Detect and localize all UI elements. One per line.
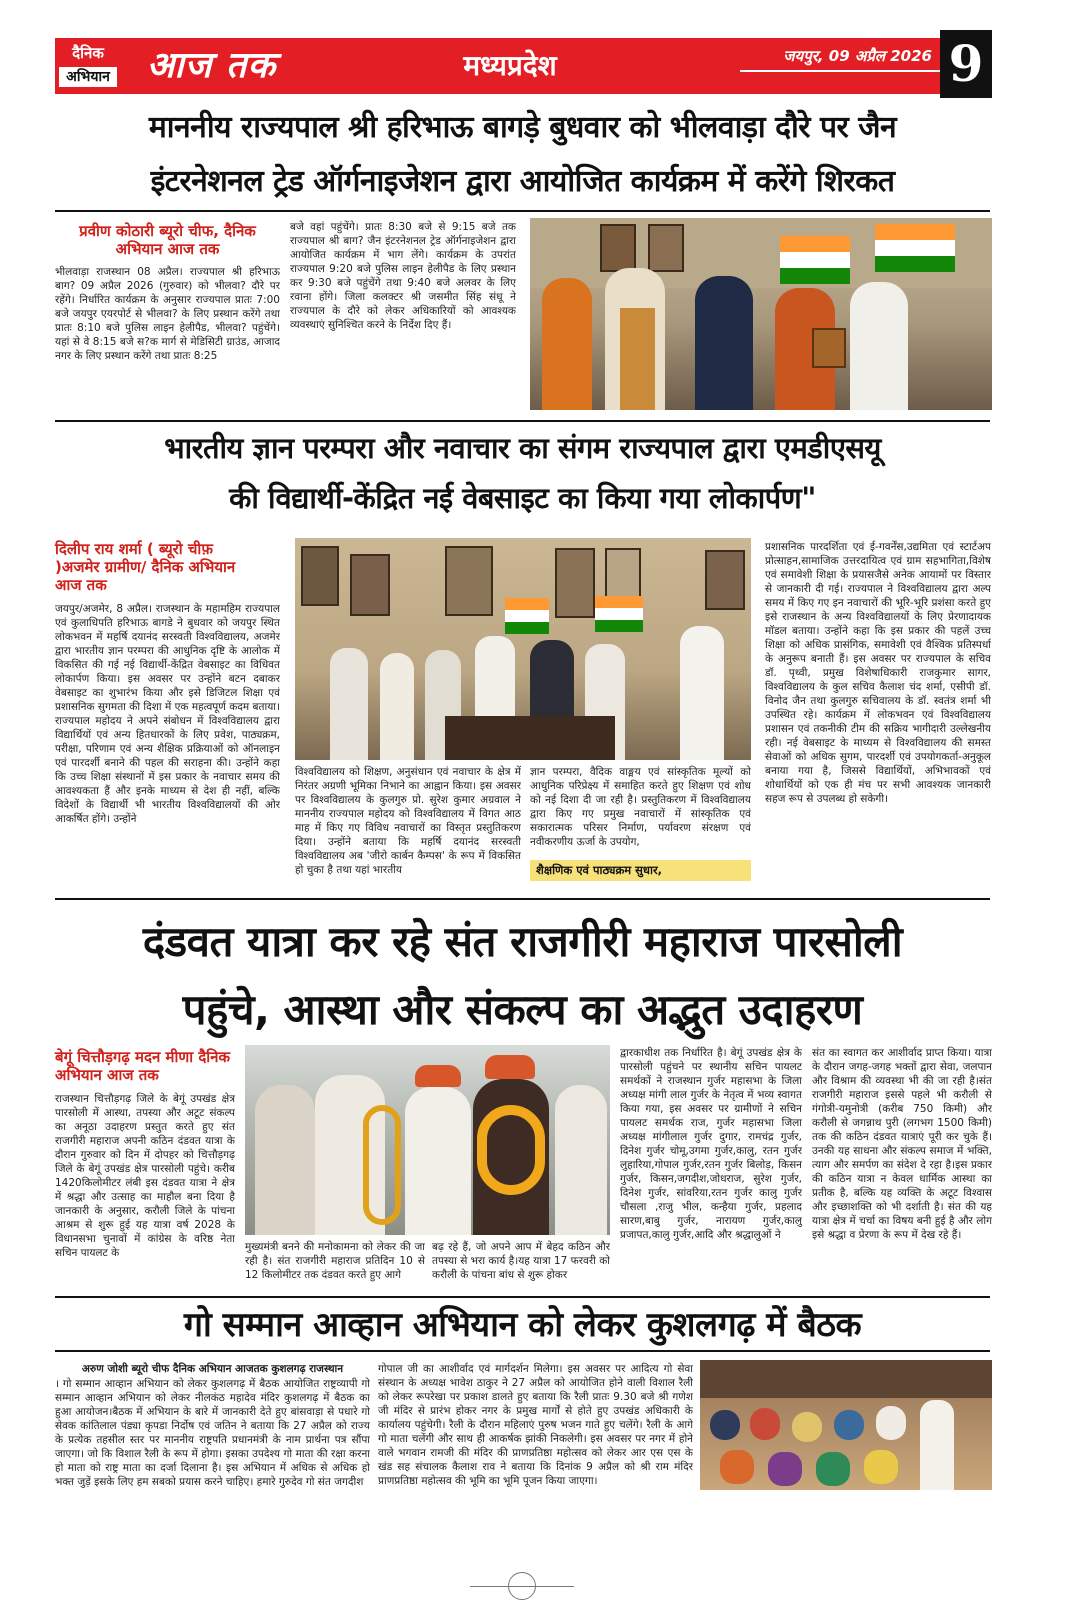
story4-headline: गो सम्मान आव्हान अभियान को लेकर कुशलगढ़ में बैठक xyxy=(183,1305,862,1345)
brand-logo: आज तक xyxy=(146,45,277,86)
story2-column-1: जयपुर/अजमेर, 8 अप्रैल। राजस्थान के महामहिम राज्यपाल एवं कुलाधिपति हरिभाऊ बागडे ने बुधवार को जयपुर स्थित लोकभवन में महर्षि दयानंद सरस्वती विश्वविद्यालय, अजमेर द्वारा भारतीय ज्ञान परम्परा की आधुनिक दृष्टि के आलोक में विकसित की गई नई विद्यार्थी-केंद्रित वेबसाइट का विधिवत लोकार्पण किया। इस अवसर पर उन्होंने बटन दबाकर वेबसाइट का शुभारंभ किया और इसे डिजिटल शिक्षा एवं प्रशासनिक सुगमता की दिशा में एक महत्वपूर्ण कदम बताया। राज्यपाल महोदय ने अपने संबोधन में विश्वविद्यालय द्वारा विद्यार्थियों एवं अन्य हितधारकों के लिए प्रवेश, पाठ्यक्रम, परीक्षा, परिणाम एवं अन्य शैक्षिक प्रक्रियाओं को ऑनलाइन एवं पारदर्शी बनाने की पहल की सराहना की। उन्होंने कहा कि उच्च शिक्षा संस्थानों में इस प्रकार के नवाचार समय की आवश्यकता हैं और इनके माध्यम से देश ही नहीं, बल्कि विदेशों के विद्यार्थी भी भारतीय विश्वविद्यालयों की ओर आकर्षित होंगे। उन्होंने xyxy=(55,603,280,825)
crop-mark-line xyxy=(470,1586,574,1587)
story3-photo xyxy=(245,1045,610,1235)
story3-headline-line2: पहुंचे, आस्था और संकल्प का अद्भुत उदाहरण xyxy=(182,985,863,1034)
story4-byline: अरुण जोशी ब्यूरो चीफ दैनिक अभियान आजतक कुशलगढ़ राजस्थान xyxy=(81,1363,344,1375)
story1-column-1: भीलवाड़ा राजस्थान 08 अप्रैल। राज्यपाल श्री हरिभाऊ बाग? 09 अप्रैल 2026 (गुरुवार) को भीलवा? दौरे पर रहेंगे। निर्धारित कार्यक्रम के अनुसार राज्यपाल प्रातः 7:00 बजे जयपुर एयरपोर्ट से भीलवा? के लिए प्रस्थान करेंगे तथा प्रातः 8:10 बजे पुलिस लाइन हेलीपैड, भीलवा? पहुंचेंगे। यहां से वे 8:15 बजे स?क मार्ग से मेडिसिटी ग्राउंड, आजाद नगर के लिए प्रस्थान करेंगे तथा प्रातः 8:25 xyxy=(55,266,280,362)
story3-column-1: राजस्थान चित्तौड़गढ़ जिले के बेगूं उपखंड क्षेत्र पारसोली में आस्था, तपस्या और अटूट संकल्प का अनूठा उदाहरण प्रस्तुत करते हुए संत राजगीरी महाराज अपनी कठिन दंडवत यात्रा के दौरान गुरुवार को दिन में दोपहर को चित्तौड़गढ़ जिले के बेगूं उपखंड क्षेत्र पारसोली पहुंचे। करीब 1420किलोमीटर लंबी इस दंडवत यात्रा ने क्षेत्र में श्रद्धा और उत्साह का माहौल बना दिया है जानकारी के अनुसार, करौली जिले के पांचना आश्रम से शुरू हुई यह यात्रा वर्ष 2028 के विधानसभा चुनावों में कांग्रेस के वरिष्ठ नेता सचिन पायलट के xyxy=(55,1093,235,1259)
brand-small-line2: अभियान xyxy=(59,67,117,87)
story1-byline: प्रवीण कोठारी ब्यूरो चीफ, दैनिक अभियान आज तक xyxy=(79,222,256,258)
story2-headline-line2: की विद्यार्थी-केंद्रित नई वेबसाइट का किया गया लोकार्पण" xyxy=(229,481,816,515)
story2-headline-line1: भारतीय ज्ञान परम्परा और नवाचार का संगम राज्यपाल द्वारा एमडीएसयू xyxy=(164,431,881,465)
story3-column-5: संत का स्वागत कर आशीर्वाद प्राप्त किया। यात्रा के दौरान जगह-जगह भक्तों द्वारा सेवा, जलपान और विश्राम की व्यवस्था भी की जा रही है।संत राजगीरी महाराज इससे पहले भी करौली से गंगोत्री-यमुनोत्री (करीब 750 किमी) और करौली से जगन्नाथ पुरी (लगभग 1500 किमी) तक की कठिन दंडवत यात्राएं पूरी कर चुके हैं। उनकी यह साधना और संकल्प समाज में भक्ति, त्याग और समर्पण का संदेश दे रहा है।इस प्रकार की कठिन यात्रा न केवल धार्मिक आस्था का प्रतीक है, बल्कि यह व्यक्ति के अटूट विश्वास और इच्छाशक्ति को भी दर्शाती है। संत की यह यात्रा क्षेत्र में चर्चा का विषय बनी हुई है और लोग इसे श्रद्धा व प्रेरणा के रूप में देख रहे हैं। xyxy=(812,1047,992,1241)
story2-column-2: विश्वविद्यालय को शिक्षण, अनुसंधान एवं नवाचार के क्षेत्र में निरंतर अग्रणी भूमिका निभाने का आह्वान किया। इस अवसर पर विश्वविद्यालय के कुलगुरु प्रो. सुरेश कुमार अग्रवाल ने माननीय राज्यपाल महोदय को विश्वविद्यालय में विगत आठ माह में किए गए विविध नवाचारों का विस्तृत प्रस्तुतिकरण दिया। उन्होंने बताया कि महर्षि दयानंद सरस्वती विश्वविद्यालय अब 'जीरो कार्बन कैम्पस' के रूप में विकसित हो चुका है तथा यहां भारतीय xyxy=(295,766,521,876)
brand-small-logo xyxy=(55,38,121,94)
story2-subhead-tag: शैक्षणिक एवं पाठ्यक्रम सुधार, xyxy=(530,860,751,881)
story1-column-2: बजे वहां पहुंचेंगे। प्रातः 8:30 बजे से 9:15 बजे तक राज्यपाल श्री बाग? जैन इंटरनेशनल ट्रेड ऑर्गनाइजेशन द्वारा आयोजित कार्यक्रम में भाग लेंगे। कार्यक्रम के उपरांत राज्यपाल 9:20 बजे पुलिस लाइन हेलीपैड के लिए प्रस्थान कर 9:30 बजे पहुंचेंगे तथा 9:40 बजे अलवर के लिए रवाना होंगे। जिला कलक्टर श्री जसमीत सिंह संधू ने राज्यपाल के दौरे को लेकर अधिकारियों को आवश्यक व्यवस्थाएं सुनिश्चित करने के निर्देश दिए हैं। xyxy=(290,221,516,331)
story4-column-1: । गो सम्मान आव्हान अभियान को लेकर कुशलगढ़ में बैठक आयोजित राष्ट्रव्यापी गो सम्मान आव्हान अभियान को लेकर नीलकंठ महादेव मंदिर कुशलगढ़ में बैठक का हुआ आयोजन।बैठक में अभियान के बारे में जानकारी देते हुए बांसवाड़ा से पधारे गो सेवक कांतिलाल पंड्या कृपडा निर्दोष एवं जतिन ने बताया कि 27 अप्रैल को राज्य के प्रत्येक तहसील स्तर पर माननीय राष्ट्रपति प्रधानमंत्री के नाम प्रार्थना पत्र सौंपा जाएगा। जो कि विशाल रैली के रूप में होगा। इसका उपदेश्य गो माता की रक्षा करना हो माता को राष्ट्र माता का दर्जा दिलाना है। इस अभियान में अधिक से अधिक हो भक्त जुड़ें इसके लिए हम सबको प्रयास करने चाहिए। हमारे गुरुदेव गो संत जगदीश xyxy=(55,1378,370,1488)
divider xyxy=(55,210,990,212)
story2-column-3: ज्ञान परम्परा, वैदिक वाङ्मय एवं सांस्कृतिक मूल्यों को आधुनिक परिप्रेक्ष्य में समाहित करते हुए शिक्षण एवं शोध को नई दिशा दी जा रही है। प्रस्तुतिकरण में विश्वविद्यालय द्वारा किए गए प्रमुख नवाचारों में सांस्कृतिक एवं सकारात्मक परिसर निर्माण, पर्यावरण संरक्षण एवं नवीकरणीय ऊर्जा के उपयोग, xyxy=(530,766,751,848)
story3-column-4: द्वारकाधीश तक निर्धारित है। बेगूं उपखंड क्षेत्र के पारसोली पहुंचने पर स्थानीय सचिन पायलट समर्थकों ने राजस्थान गुर्जर महासभा के जिला अध्यक्ष मांगी लाल गुर्जर के नेतृत्व में भव्य स्वागत किया गया, इस अवसर पर ग्रामीणों ने सचिन पायलट समर्थक राज, गुर्जर महासभा जिला अध्यक्ष मांगीलाल गुर्जर दुगार, रामचंद्र गुर्जर, दिनेश गुर्जर चोमू,उगमा गुर्जर,कालु, रतन गुर्जर लुहारिया,गोपाल गुर्जर,रतन गुर्जर बिलोड़, किसन गुर्जर, किसन,जगदीश,जोधराज, सुरेश गुर्जर, दिनेश गुर्जर, सांवरिया,रतन गुर्जर कालु गुर्जर चौसला ,राजु भील, कन्हैया गुर्जर, प्रहलाद सारण,बाबु गुर्जर, नारायण गुर्जर,कालु प्रजापत,कालु गुर्जर,आदि और श्रद्धालुओं ने xyxy=(620,1047,802,1241)
brand-small-line1: दैनिक xyxy=(72,44,104,62)
story3-column-2: मुख्यमंत्री बनने की मनोकामना को लेकर की जा रही है। संत राजगीरी महाराज प्रतिदिन 10 से 12 किलोमीटर तक दंडवत करते हुए आगे xyxy=(245,1241,425,1281)
story2-photo xyxy=(295,538,751,760)
story2-column-4: प्रशासनिक पारदर्शिता एवं ई-गवर्नेंस,उद्यमिता एवं स्टार्टअप प्रोत्साहन,सामाजिक उत्तरदायित्व एवं ग्राम सहभागिता,विशेष एवं समावेशी शिक्षा के प्रयासजैसे अनेक आयामों पर विस्तार से जानकारी दी गई। राज्यपाल ने विश्वविद्यालय द्वारा अल्प समय में किए गए इन नवाचारों की भूरि-भूरि प्रशंसा करते हुए इसे राजस्थान के अन्य विश्वविद्यालयों के लिए प्रेरणादायक मॉडल बताया। उन्होंने कहा कि इस प्रकार की पहलें उच्च शिक्षा को अधिक प्रासंगिक, समावेशी एवं वैश्विक प्रतिस्पर्धा के अनुरूप बनाती हैं। इस अवसर पर राज्यपाल के सचिव डॉ. पृथ्वी, प्रमुख विशेषाधिकारी राजकुमार सागर, विश्वविद्यालय के कुल सचिव कैलाश चंद शर्मा, एसीपी डॉ. विनोद जैन तथा कुलगुरु सचिवालय के डॉ. स्वतंत्र शर्मा भी उपस्थित रहे। कार्यक्रम में लोकभवन एवं विश्वविद्यालय प्रशासन एवं तकनीकी टीम की सक्रिय भागीदारी उल्लेखनीय रही। नई वेबसाइट के माध्यम से विश्वविद्यालय की समस्त सेवाओं को अधिक सुगम, पारदर्शी एवं उपयोगकर्ता-अनुकूल बनाया गया है, जिससे विद्यार्थियों, अभिभावकों एवं शोधार्थियों को एक ही मंच पर सभी आवश्यक जानकारी सहज रूप से उपलब्ध हो सकेगी। xyxy=(765,541,991,805)
story1-photo xyxy=(530,218,992,410)
story4-photo xyxy=(700,1360,992,1490)
page-number: 9 xyxy=(940,30,992,98)
dateline: जयपुर, 09 अप्रैल 2026 xyxy=(783,47,932,65)
dateline-underline xyxy=(740,70,940,72)
story3-headline-line1: दंडवत यात्रा कर रहे संत राजगीरी महाराज पारसोली xyxy=(142,917,903,966)
divider xyxy=(55,420,990,422)
story3-column-3: बढ़ रहे हैं, जो अपने आप में बेहद कठिन और तपस्या से भरा कार्य है।यह यात्रा 17 फरवरी को करौली के पांचना बांध से शुरू होकर xyxy=(432,1241,610,1281)
story1-headline-line1: माननीय राज्यपाल श्री हरिभाऊ बागड़े बुधवार को भीलवाड़ा दौरे पर जैन xyxy=(148,110,897,145)
story3-byline: बेगूं चित्तौड़गढ़ मदन मीणा दैनिक अभियान आज तक xyxy=(55,1048,231,1084)
story1-headline-line2: इंटरनेशनल ट्रेड ऑर्गनाइजेशन द्वारा आयोजित कार्यक्रम में करेंगे शिरकत xyxy=(150,164,895,199)
story2-byline: दिलीप राय शर्मा ( ब्यूरो चीफ़ )अजमेर ग्रामीण/ दैनिक अभियान आज तक xyxy=(55,540,236,594)
section-title: मध्यप्रदेश xyxy=(463,49,557,82)
divider xyxy=(55,898,990,900)
story4-column-2: गोपाल जी का आशीर्वाद एवं मार्गदर्शन मिलेगा। इस अवसर पर आदित्य गो सेवा संस्थान के अध्यक्ष भावेश ठाकुर ने 27 अप्रैल को आयोजित होने वाली विशाल रैली को लेकर रूपरेखा पर प्रकाश डालते हुए बताया कि रैली प्रातः 9.30 बजे श्री गणेश जी मंदिर से प्रारंभ होकर नगर के प्रमुख मार्गों से होते हुए उपखंड अधिकारी के कार्यालय पहुंचेगी। रैली के दौरान महिलाएं पुरुष भजन गाते हुए चलेंगे। रैली के आगे गो माता चलेंगी और साथ ही आकर्षक झांकी निकलेगी। इस अवसर पर नगर में होने वाले भगवान रामजी की मंदिर की प्राणप्रतिष्ठा महोत्सव को लेकर आर एस एस के खंड सह संचालक कैलाश राव ने बताया कि दिनांक 9 अप्रैल को श्री राम मंदिर प्राणप्रतिष्ठा महोत्सव की भूमि का भूमि पूजन किया जाएगा। xyxy=(378,1363,693,1487)
